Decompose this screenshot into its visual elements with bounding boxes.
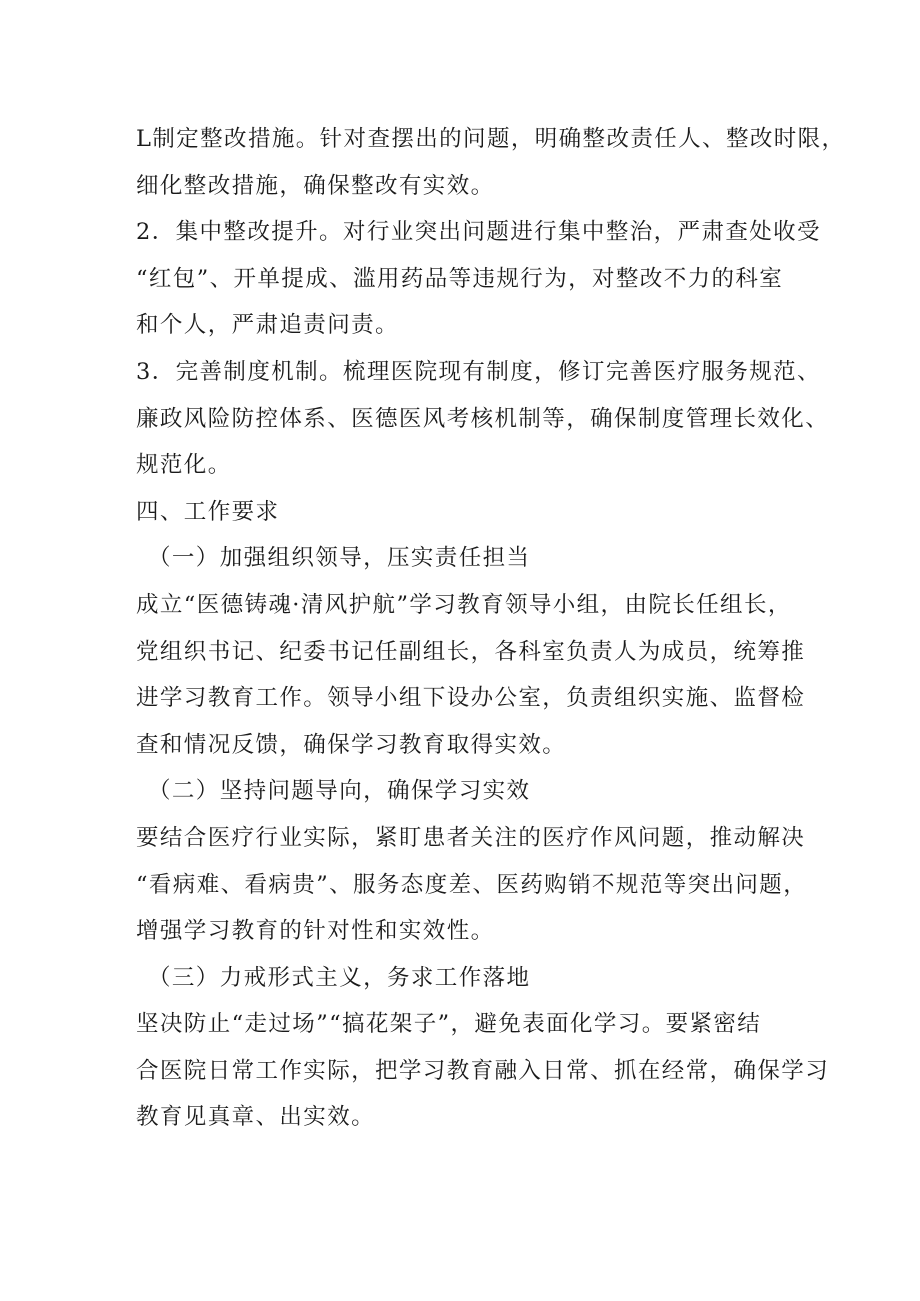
list-item-2: 2．集中整改提升。对行业突出问题进行集中整治，严肃查处收受 [136, 219, 821, 246]
text-line-17: “看病难、看病贵”、服务态度差、医药购销不规范等突出问题， [136, 871, 808, 898]
text-line-18: 增强学习教育的针对性和实效性。 [136, 918, 495, 945]
text-line-21: 合医院日常工作实际，把学习教育融入日常、抓在经常，确保学习 [136, 1057, 830, 1084]
sub-heading-3: （三）力戒形式主义，务求工作落地 [148, 964, 531, 991]
section-heading-4: 四、工作要求 [136, 498, 280, 525]
text-line-4: “红包”、开单提成、滥用药品等违规行为，对整改不力的科室 [136, 265, 784, 292]
sub-heading-1: （一）加强组织领导，压实责任担当 [148, 545, 531, 572]
text-line-7: 廉政风险防控体系、医德医风考核机制等，确保制度管理长效化、 [136, 405, 830, 432]
text-line-5: 和个人，严肃追责问责。 [136, 312, 399, 339]
text-line-1: L制定整改措施。针对查摆出的问题，明确整改责任人、整改时限， [136, 126, 846, 152]
text-line-22: 教育见真章、出实效。 [136, 1104, 376, 1131]
text-line-8: 规范化。 [136, 452, 232, 479]
document-body [136, 116, 846, 1141]
text-line-11: 成立“医德铸魂·清风护航”学习教育领导小组，由院长任组长， [136, 591, 792, 618]
text-line-13: 进学习教育工作。领导小组下设办公室，负责组织实施、监督检 [136, 685, 806, 712]
text-line-14: 查和情况反馈，确保学习教育取得实效。 [136, 731, 567, 758]
text-line-20: 坚决防止“走过场”“搞花架子”，避免表面化学习。要紧密结 [136, 1011, 762, 1038]
text-line-12: 党组织书记、纪委书记任副组长，各科室负责人为成员，统筹推 [136, 638, 806, 665]
list-item-3: 3．完善制度机制。梳理医院现有制度，修订完善医疗服务规范、 [136, 358, 821, 385]
text-line-2: 细化整改措施，确保整改有实效。 [136, 172, 495, 199]
sub-heading-2: （二）坚持问题导向，确保学习实效 [148, 778, 531, 805]
text-line-16: 要结合医疗行业实际，紧盯患者关注的医疗作风问题，推动解决 [136, 824, 806, 851]
